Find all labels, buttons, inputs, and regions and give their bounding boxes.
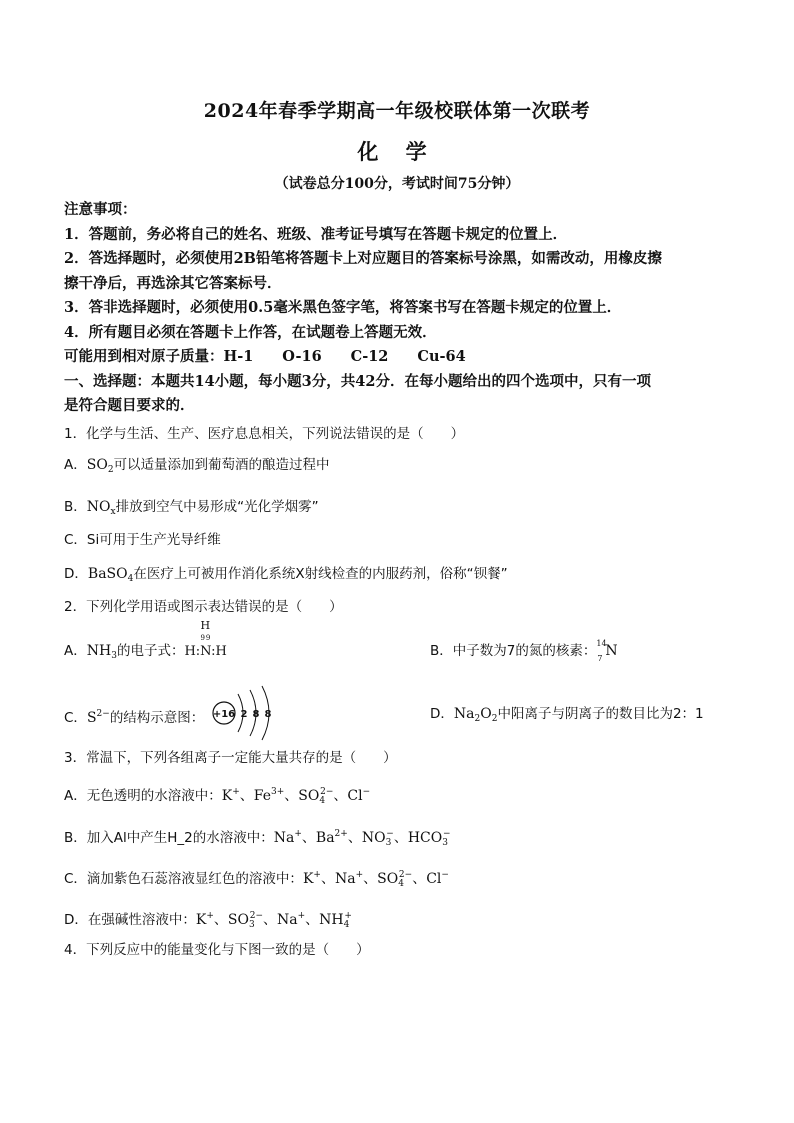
q1-a-formula (87, 457, 114, 473)
subject-title: 化 学 (357, 139, 437, 164)
q3-c-text: C．滴加紫色石蕊溶液显红色的溶液中： (64, 871, 303, 887)
q2-a-formula (87, 643, 117, 659)
q2-option-d (430, 704, 704, 729)
notes-heading: 注意事项： (64, 201, 137, 218)
atomic-mass-line: 可能用到相对原子质量：H-1 O-16 C-12 Cu-64 (64, 348, 466, 365)
q4-stem: 4．下列反应中的能量变化与下图一致的是（ ） (64, 942, 370, 958)
section-heading-line1: 一、选择题：本题共14小题，每小题3分，共42分．在每小题给出的四个选项中，只有一项 (64, 372, 651, 390)
q2-d-sub2: 2 (491, 714, 498, 724)
nuclide-mass-number: 14 (596, 639, 607, 648)
q2-d-sub1: 2 (474, 714, 481, 724)
q2-d-text: 中阳离子与阴离子的数目比为2：1 (497, 706, 704, 722)
shell-1-count: 2 (240, 709, 248, 720)
q2-a-text: 的电子式： (116, 643, 185, 659)
q3-d-ions: K+、$SO_3^{2-}$、Na+、$NH_4^+$ (195, 911, 352, 930)
exam-info: （试卷总分100分，考试时间75分钟） (274, 176, 520, 192)
q2-a-prefix: A． (64, 643, 87, 659)
q1-d-prefix: D． (64, 566, 88, 582)
q1-b-text: 排放到空气中易形成“光化学烟雾” (115, 499, 319, 515)
q2-a-sub: 3 (111, 651, 117, 661)
q3-option-a (64, 782, 744, 811)
note-item-1: 1．答题前，务必将自己的姓名、班级、准考证号填写在答题卡规定的位置上． (64, 225, 568, 243)
q3-a-ions: K+、$Fe^{3+}$、$SO_4^{2-}$、Cl− (221, 787, 371, 806)
nuclide-symbol: N (605, 643, 618, 659)
q2-stem: 2．下列化学用语或图示表达错误的是（ ） (64, 599, 343, 615)
q3-b-text: B．加入Al中产生H_2的水溶液中： (64, 830, 274, 846)
q2-d-chem2: O (480, 706, 492, 722)
section-heading-line2: 是符合题目要求的． (64, 397, 195, 414)
q1-d-formula (88, 566, 133, 582)
exam-title: 2024年春季学期高一年级校联体第一次联考 (203, 100, 591, 122)
note-item-3: 3．答非选择题时，必须使用0.5毫米黑色签字笔，将答案书写在答题卡规定的位置上． (64, 299, 622, 316)
q3-b-ions: Na+、$Ba^{2+}$、$NO_3^-$、$HCO_3^-$ (273, 829, 451, 848)
q3-c-ions: K+、Na+、$SO_4^{2-}$、Cl− (302, 870, 449, 889)
q1-d-text: 在医疗上可被用作消化系统X射线检查的内服药剂，俗称“钡餐” (133, 566, 508, 582)
q2-d-prefix: D． (430, 706, 454, 722)
q3-stem: 3．常温下，下列各组离子一定能大量共存的是（ ） (64, 750, 397, 766)
nh3-electron-formula (184, 619, 227, 662)
q2-option-a (64, 619, 744, 666)
q1-d-sub: 4 (127, 574, 134, 584)
q1-option-b (64, 497, 744, 522)
q1-b-sub: x (110, 507, 116, 517)
q1-d-chem: BaSO (87, 566, 128, 582)
note-item-4: 4．所有题目必须在答题卡上作答，在试题卷上答题无效． (64, 323, 437, 341)
lewis-top-dots: 99 (200, 634, 212, 642)
q1-a-text: 可以适量添加到葡萄酒的酿造过程中 (113, 457, 330, 473)
q1-a-sub: 2 (107, 465, 114, 475)
q2-option-c (64, 704, 744, 730)
q1-option-c: C．Si可用于生产光导纤维 (64, 532, 221, 548)
note-item-2: 2．答选择题时，必须使用2B铅笔将答题卡上对应题目的答案标号涂黑，如需改动，用橡皮擦 (64, 250, 662, 267)
shell-3-count: 8 (264, 709, 272, 720)
q2-c-sup: 2− (96, 709, 110, 719)
q2-c-text: 的结构示意图： (109, 710, 205, 726)
q2-a-chem: NH (86, 643, 112, 659)
q1-a-prefix: A． (64, 457, 87, 473)
q1-b-formula (87, 499, 116, 515)
q3-option-c (64, 865, 744, 894)
note-item-2-cont: 擦干净后，再选涂其它答案标号． (64, 274, 282, 292)
q3-option-d (64, 906, 744, 935)
q1-b-chem: NO (86, 499, 111, 515)
q2-c-chem: S (86, 710, 97, 726)
sulfide-ion-structure-diagram (208, 684, 328, 742)
q3-option-b (64, 824, 744, 853)
q1-stem: 1．化学与生活、生产、医疗息息相关，下列说法错误的是（ ） (64, 426, 465, 442)
q2-d-formula (454, 706, 498, 722)
notes-section (64, 198, 736, 419)
q2-option-b (430, 641, 618, 661)
q3-a-text: A．无色透明的水溶液中： (64, 788, 222, 804)
q2-c-formula (87, 710, 110, 726)
lewis-main: H:N:H (184, 644, 227, 659)
q1-option-a (64, 455, 744, 480)
q3-d-text: D．在强碱性溶液中： (64, 912, 196, 928)
q2-c-prefix: C． (64, 710, 87, 726)
q2-d-chem1: Na (453, 706, 475, 722)
q1-option-d (64, 564, 744, 589)
q2-b-text: B．中子数为7的氮的核素： (430, 643, 597, 659)
q1-a-chem: SO (86, 457, 108, 473)
lewis-top-h: H (200, 619, 211, 632)
nucleus-charge-label: +16 (212, 709, 236, 720)
q1-b-prefix: B． (64, 499, 87, 515)
nuclide-atomic-number: 7 (597, 654, 603, 663)
nitrogen-nuclide (596, 641, 617, 661)
shell-2-count: 8 (252, 709, 260, 720)
